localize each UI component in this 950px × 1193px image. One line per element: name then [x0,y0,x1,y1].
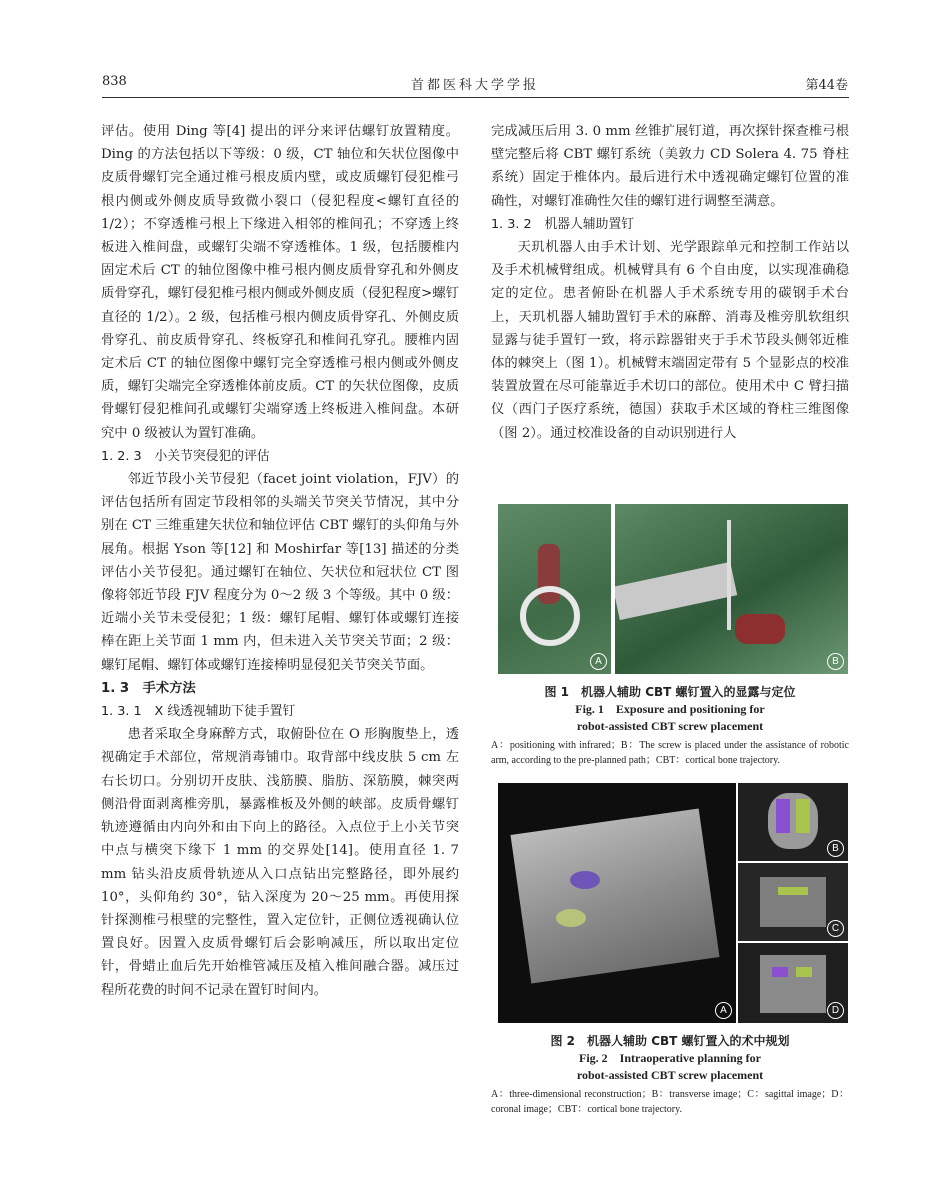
sagittal-spine [760,877,826,927]
screw-overlay-purple [776,799,790,833]
figure2-caption-zh: 图 2 机器人辅助 CBT 螺钉置入的术中规划 [550,1034,790,1048]
figure1-photo-b [615,504,848,674]
body-paragraph: 天玑机器人由手术计划、光学跟踪单元和控制工作站以及手术机械臂组成。机械臂具有 6 个自由度，以实现准确稳定的定位。患者俯卧在机器人手术系统专用的碳钢手术台上，天玑机器人辅助置钉手术的麻醉、消毒及椎旁肌软组织显露与徒手置钉一致，将示踪器钳夹于手术节段头侧邻近椎体的棘突上（图 1）。机械臂末端固定带有 5 个显影点的校准装置放置在尽可能靠近手术切口的部位。使用术中 C 臂扫描仪（西门子医疗系统，德国）获取手术区域的脊柱三维图像（图 2）。通过校准设备的自动识别进行人 [491,240,849,441]
figure1-label-b: B [827,653,844,670]
tracker-shape [520,586,580,646]
body-paragraph: 评估。使用 Ding 等[4] 提出的评分来评估螺钉放置精度。Ding 的方法包括以下等级：0 级，CT 轴位和矢状位图像中皮质骨螺钉完全通过椎弓根皮质内壁，或皮质螺钉侵犯椎弓根内侧或外侧皮质导致微小裂口（侵犯程度<螺钉直径的 1/2）；不穿透椎弓根上下缘进入相邻的椎间孔；不穿透上终板进入椎间盘，或螺钉尖端不穿透椎体。1 级，包括腰椎内固定术后 CT 的轴位图像中椎弓根内侧皮质骨穿孔和外侧皮质骨穿孔，螺钉侵犯椎弓根内侧或外侧皮质（侵犯程度>螺钉直径的 1/2）。2 级，包括椎弓根内侧皮质骨穿孔、外侧皮质骨穿孔、前皮质骨穿孔、终板穿孔和椎间孔穿孔。腰椎内固定术后 CT 的轴位图像中螺钉完全穿透椎弓根内侧或外侧皮质，螺钉尖端完全穿透椎体前皮质。CT 的矢状位图像，皮质骨螺钉侵犯椎间孔或螺钉尖端穿透上终板进入椎间盘。本研究中 0 级被认为置钉准确。 [101,124,459,441]
planned-screw-green [556,909,586,927]
figure1-note: A：positioning with infrared；B：The screw is placed under the assistance of robotic arm, according to the pre-planned path；CBT：cortical bone trajectory. [491,740,849,766]
figure2-label-c: C [827,920,844,937]
figure2-caption-en-1: Fig. 2 Intraoperative planning for [579,1051,761,1065]
figure1-caption [491,683,849,768]
planned-screw-purple [570,871,600,889]
screw-overlay-d2 [796,967,812,977]
figure2-panel-b [738,783,848,861]
journal-title: 首都医科大学学报 [410,78,539,93]
right-column [491,120,849,445]
figure2-label-d: D [827,1002,844,1019]
subsection-heading: 1. 3. 2 机器人辅助置钉 [491,216,635,232]
figure2-label-b: B [827,840,844,857]
figure2-panel-d [738,943,848,1023]
screw-overlay-c [778,887,808,895]
left-column [101,120,459,1002]
figure2-note: A：three-dimensional reconstruction；B：transverse image；C：sagittal image；D：coronal image；CBT：cortical bone trajectory. [491,1089,849,1115]
subsection-heading: 1. 2. 3 小关节突侵犯的评估 [101,448,270,464]
figure2-caption-en-2: robot-assisted CBT screw placement [576,1068,764,1082]
figure1-label-a: A [590,653,607,670]
figure1-caption-en-2: robot-assisted CBT screw placement [576,719,764,733]
figure2-panel-a [498,783,736,1023]
coronal-spine [760,955,826,1013]
subsection-heading: 1. 3. 1 X 线透视辅助下徒手置钉 [101,704,296,720]
screw-overlay-green [796,799,810,833]
volume-label: 第44卷 [805,78,848,93]
figure1-caption-zh: 图 1 机器人辅助 CBT 螺钉置入的显露与定位 [544,685,796,699]
figure2-label-a: A [715,1002,732,1019]
figure1-photo-a [498,504,611,674]
figure2-panel-c [738,863,848,941]
header-rule [102,97,849,98]
figure1-caption-en-1: Fig. 1 Exposure and positioning for [575,702,765,716]
body-paragraph: 完成减压后用 3. 0 mm 丝锥扩展钉道，再次探针探查椎弓根壁完整后将 CBT 螺钉系统（美敦力 CD Solera 4. 75 脊柱系统）固定于椎体内。最后进行术中透视确定螺钉位置的准确性，对螺钉准确性欠佳的螺钉进行调整至满意。 [491,124,849,209]
guide-shape [727,520,731,630]
wound-shape [735,614,785,644]
screw-overlay-d1 [772,967,788,977]
body-paragraph: 邻近节段小关节侵犯（facet joint violation，FJV）的评估包括所有固定节段相邻的头端关节突关节情况，其中分别在 CT 三维重建矢状位和轴位评估 CBT 螺钉的头仰角与外展角。根据 Yson 等[12] 和 Moshirfar 等[13] 描述的分类评估小关节侵犯。通过螺钉在轴位、矢状位和冠状位 CT 图像将邻近节段 FJV 程度分为 0～2 级 3 个等级。其中 0 级：近端小关节未受侵犯；1 级：螺钉尾帽、螺钉体或螺钉连接棒在距上关节面 1 mm 内，但未进入关节突关节面；2 级：螺钉尾帽、螺钉体或螺钉连接棒明显侵犯关节突关节面。 [101,472,459,673]
robot-arm-shape [615,562,737,620]
body-paragraph: 患者采取全身麻醉方式，取俯卧位在 O 形胸腹垫上，透视确定手术部位，常规消毒铺巾。取背部中线皮肤 5 cm 左右长切口。分别切开皮肤、浅筋膜、脂肪、深筋膜，棘突两侧沿骨面剥离椎旁肌，暴露椎板及外侧的峡部。皮质骨螺钉轨迹遵循由内向外和由下向上的路径。入点位于上小关节突中点与横突下缘下 1 mm 的交界处[14]。使用直径 1. 7 mm 钻头沿皮质骨轨迹从入口点钻出完整路径，即外展约 10°，头仰角约 30°，钻入深度为 20～25 mm。再使用探针探测椎弓根壁的完整性，置入定位针，正侧位透视确认位置良好。因置入皮质骨螺钉后会影响减压，所以取出定位针，骨蜡止血后先开始椎管减压及植入椎间融合器。减压过程所花费的时间不记录在置钉时间内。 [101,727,459,998]
figure2-caption [491,1032,849,1117]
reconstruction-volume [510,809,719,984]
page-number: 838 [102,74,127,89]
section-heading: 1. 3 手术方法 [101,680,196,696]
